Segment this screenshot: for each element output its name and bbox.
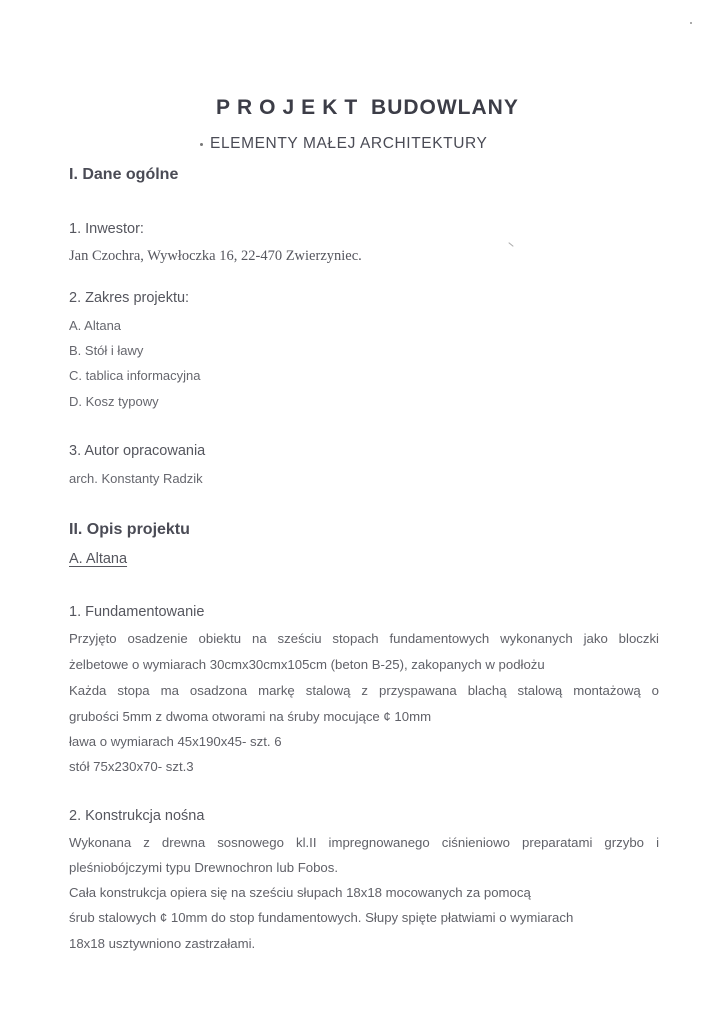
section-heading-description: II. Opis projektu (69, 521, 190, 538)
scan-speck (690, 22, 692, 24)
investor-label: 1. Inwestor: (69, 221, 144, 237)
author-value: arch. Konstanty Radzik (69, 471, 203, 486)
foundation-line: grubości 5mm z dwoma otworami na śruby mocujące ¢ 10mm (69, 709, 432, 724)
structure-line: pleśniobójczymi typu Drewnochron lub Fobos. (69, 860, 339, 875)
document-subtitle: ELEMENTY MAŁEJ ARCHITEKTURY (210, 135, 488, 152)
title-part-1: PROJEKT (216, 96, 365, 119)
structure-line: śrub stalowych ¢ 10mm do stop fundamentowych. Słupy spięte płatwiami o wymiarach (69, 910, 574, 925)
section-heading-general: I. Dane ogólne (69, 166, 179, 183)
scope-item: D. Kosz typowy (69, 394, 159, 409)
investor-value: Jan Czochra, Wywłoczka 16, 22-470 Zwierzyniec. (69, 248, 362, 264)
scope-item: C. tablica informacyjna (69, 368, 201, 383)
foundation-line: żelbetowe o wymiarach 30cmx30cmx105cm (beton B-25), zakopanych w podłożu (69, 657, 545, 672)
scope-item: B. Stół i ławy (69, 343, 144, 358)
subsection-altana: A. Altana (69, 551, 128, 567)
author-label: 3. Autor opracowania (69, 443, 206, 459)
scope-item: A. Altana (69, 318, 122, 333)
structure-line: 18x18 usztywniono zastrzałami. (69, 936, 256, 951)
foundation-line: ława o wymiarach 45x190x45- szt. 6 (69, 734, 282, 749)
title-part-2: BUDOWLANY (371, 96, 519, 119)
structure-line: Cała konstrukcja opiera się na sześciu słupach 18x18 mocowanych za pomocą (69, 885, 531, 900)
structure-label: 2. Konstrukcja nośna (69, 808, 205, 824)
scope-label: 2. Zakres projektu: (69, 290, 190, 306)
foundation-label: 1. Fundamentowanie (69, 604, 205, 620)
foundation-line: Przyjęto osadzenie obiektu na sześciu stopach fundamentowych wykonanych jako bloczki (69, 631, 659, 646)
scan-dot (200, 143, 203, 146)
foundation-line: stół 75x230x70- szt.3 (69, 759, 194, 774)
foundation-line: Każda stopa ma osadzona markę stalową z przyspawana blachą stalową montażową o (69, 683, 659, 698)
scan-speck (508, 242, 513, 247)
document-title (216, 96, 519, 120)
structure-line: Wykonana z drewna sosnowego kl.II impregnowanego ciśnieniowo preparatami grzybo i (69, 835, 659, 850)
